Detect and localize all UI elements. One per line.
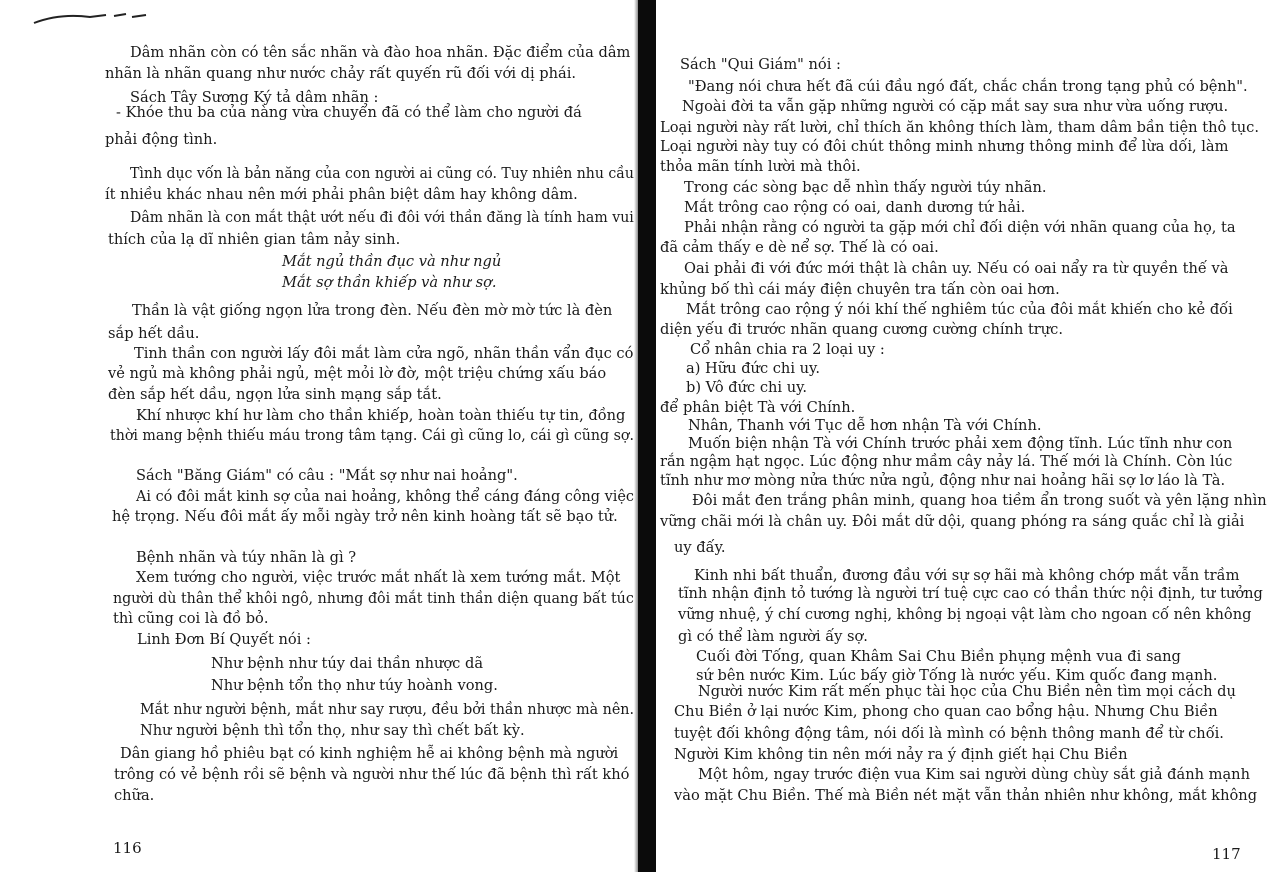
text-line: b) Vô đức chi uy. — [686, 379, 808, 396]
text-line: tĩnh nhận định tỏ tướng là người trí tuệ cực cao có thần thức nội định, tư tưởng — [678, 585, 1263, 602]
text-line: vào mặt Chu Biền. Thế mà Biền nét mặt vẫn thản nhiên như không, mắt không — [674, 787, 1258, 804]
text-line: Dân giang hồ phiêu bạt có kinh nghiệm hễ ai không bệnh mà người — [120, 745, 619, 762]
text-line: "Đang nói chưa hết đã cúi đầu ngó đất, chắc chắn trong tạng phủ có bệnh". — [688, 78, 1248, 95]
text-line: trông có vẻ bệnh rồi sẽ bệnh và người như thế lúc đã bệnh thì rất khó — [114, 766, 630, 783]
text-line: Bệnh nhãn và túy nhãn là gì ? — [136, 549, 357, 566]
text-line: - Khóe thu ba của nàng vừa chuyển đã có thể làm cho người đá — [116, 104, 582, 121]
text-line: hệ trọng. Nếu đôi mắt ấy mỗi ngày trở nên kinh hoàng tất sẽ bạo tử. — [112, 508, 618, 525]
text-line: Loại người này tuy có đôi chút thông minh nhưng thông minh để lừa dối, làm — [660, 138, 1229, 155]
text-line: phải động tình. — [105, 131, 218, 148]
text-line: Ai có đôi mắt kinh sợ của nai hoảng, không thể cáng đáng công việc — [136, 488, 634, 505]
text-line: Như bệnh như túy dai thần nhược dã — [211, 655, 484, 672]
text-line: uy đấy. — [674, 539, 726, 556]
text-line: vẻ ngủ mà không phải ngủ, mệt mỏi lờ đờ, một triệu chứng xấu báo — [108, 365, 607, 382]
text-line: Một hôm, ngay trước điện vua Kim sai người dùng chùy sắt giả đánh mạnh — [698, 766, 1250, 783]
right-page — [656, 0, 1280, 872]
text-line: diện yếu đi trước nhãn quang cương cường chính trực. — [660, 321, 1063, 338]
text-line: Sách Tây Sương Ký tả dâm nhãn : — [130, 89, 379, 106]
text-line: sắp hết dầu. — [108, 325, 200, 342]
text-line: Đôi mắt đen trắng phân minh, quang hoa tiềm ẩn trong suốt và yên lặng nhìn — [692, 492, 1267, 509]
book-gutter — [638, 0, 656, 872]
text-line: đèn sắp hết dầu, ngọn lửa sinh mạng sắp tắt. — [108, 386, 442, 403]
text-line: rắn ngậm hạt ngọc. Lúc động như mầm cây nảy lá. Thế mới là Chính. Còn lúc — [660, 453, 1233, 470]
text-line: Khí nhược khí hư làm cho thần khiếp, hoàn toàn thiếu tự tin, đồng — [136, 407, 626, 424]
text-line: Linh Đơn Bí Quyết nói : — [137, 631, 311, 648]
text-line: Tinh thần con người lấy đôi mắt làm cửa ngõ, nhãn thần vẩn đục có — [134, 345, 634, 362]
text-line: Nhân, Thanh với Tục dễ hơn nhận Tà với Chính. — [688, 417, 1042, 434]
text-line: để phân biệt Tà với Chính. — [660, 399, 856, 416]
text-line: a) Hữu đức chi uy. — [686, 360, 820, 377]
text-line: Mắt sợ thần khiếp và như sợ. — [282, 274, 497, 291]
text-line: Trong các sòng bạc dễ nhìn thấy người túy nhãn. — [684, 179, 1047, 196]
text-line: Mắt trông cao rộng ý nói khí thế nghiêm túc của đôi mắt khiến cho kẻ đối — [686, 301, 1233, 318]
text-line: Cuối đời Tống, quan Khâm Sai Chu Biền phụng mệnh vua đi sang — [696, 648, 1181, 665]
page-number: 117 — [1212, 845, 1241, 863]
text-line: Oai phải đi với đức mới thật là chân uy. Nếu có oai nẩy ra từ quyền thế và — [684, 260, 1229, 277]
text-line: Tình dục vốn là bản năng của con người ai cũng có. Tuy nhiên nhu cầu — [130, 165, 634, 182]
text-line: nhãn là nhãn quang như nước chảy rất quyến rũ đối với dị phái. — [105, 65, 577, 82]
text-line: Dâm nhãn còn có tên sắc nhãn và đào hoa nhãn. Đặc điểm của dâm — [130, 44, 631, 61]
text-line: thì cũng coi là đồ bỏ. — [113, 610, 269, 627]
text-line: Dâm nhãn là con mắt thật ướt nếu đi đôi với thần đăng là tính ham vui — [130, 209, 634, 226]
text-line: Như người bệnh thì tổn thọ, như say thì chết bất kỳ. — [140, 722, 525, 739]
page-number: 116 — [113, 839, 142, 857]
text-line: Mắt như người bệnh, mắt như say rượu, đều bởi thần nhược mà nên. — [140, 701, 635, 718]
text-line: ít nhiều khác nhau nên mới phải phân biệt dâm hay không dâm. — [105, 186, 578, 203]
text-line: Người Kim không tin nên mới nảy ra ý định giết hại Chu Biền — [674, 746, 1128, 763]
text-line: Loại người này rất lười, chỉ thích ăn không thích làm, tham dâm bần tiện thô tục. — [660, 119, 1259, 136]
text-line: Cổ nhân chia ra 2 loại uy : — [690, 341, 885, 358]
text-line: Sách "Qui Giám" nói : — [680, 56, 841, 73]
text-line: sứ bên nước Kim. Lúc bấy giờ Tống là nước yếu. Kim quốc đang mạnh. — [696, 667, 1218, 684]
text-line: Sách "Băng Giám" có câu : "Mắt sợ như nai hoảng". — [136, 467, 518, 484]
scan-mark — [30, 5, 160, 35]
text-line: vững chãi mới là chân uy. Đôi mắt dữ dội, quang phóng ra sáng quắc chỉ là giải — [660, 513, 1245, 530]
text-line: vững nhuệ, ý chí cương nghị, không bị ngoại vật làm cho ngoan cố nên không — [678, 606, 1252, 623]
text-line: Muốn biện nhận Tà với Chính trước phải xem động tĩnh. Lúc tĩnh như con — [688, 435, 1233, 452]
text-line: Thần là vật giống ngọn lửa trong đèn. Nếu đèn mờ mờ tức là đèn — [132, 302, 613, 319]
text-line: Người nước Kim rất mến phục tài học của Chu Biền nên tìm mọi cách dụ — [698, 683, 1236, 700]
text-line: đã cảm thấy e dè nể sợ. Thế là có oai. — [660, 239, 939, 256]
text-line: thỏa mãn tính lười mà thôi. — [660, 158, 861, 175]
text-line: Phải nhận rằng có người ta gặp mới chỉ đối diện với nhãn quang của họ, ta — [684, 219, 1236, 236]
text-line: Ngoài đời ta vẫn gặp những người có cặp mắt say sưa như vừa uống rượu. — [682, 98, 1229, 115]
text-line: Kinh nhi bất thuẩn, đương đầu với sự sợ hãi mà không chớp mắt vẫn trầm — [694, 567, 1240, 584]
text-line: Mắt ngủ thần đục và như ngủ — [282, 253, 502, 270]
text-line: Chu Biền ở lại nước Kim, phong cho quan cao bổng hậu. Nhưng Chu Biền — [674, 703, 1218, 720]
text-line: Xem tướng cho người, việc trước mắt nhất là xem tướng mắt. Một — [136, 569, 621, 586]
text-line: gì có thể làm người ấy sợ. — [678, 628, 868, 645]
text-line: tĩnh như mơ mòng nửa thức nửa ngủ, động như nai hoảng hãi sợ lơ láo là Tà. — [660, 472, 1226, 489]
text-line: Mắt trông cao rộng có oai, danh dương tứ hải. — [684, 199, 1026, 216]
text-line: tuyệt đối không động tâm, nói dối là mình có bệnh thông manh để từ chối. — [674, 725, 1224, 742]
text-line: người dù thân thể khôi ngô, nhưng đôi mắt tinh thần diện quang bất túc — [113, 590, 634, 607]
text-line: thích của lạ dĩ nhiên gian tâm nảy sinh. — [108, 231, 401, 248]
text-line: Như bệnh tổn thọ như túy hoành vong. — [211, 677, 498, 694]
text-line: thời mang bệnh thiếu máu trong tâm tạng. Cái gì cũng lo, cái gì cũng sợ. — [110, 427, 634, 444]
text-line: chữa. — [114, 787, 155, 804]
text-line: khủng bố thì cái máy điện chuyên tra tấn còn oai hơn. — [660, 281, 1060, 298]
